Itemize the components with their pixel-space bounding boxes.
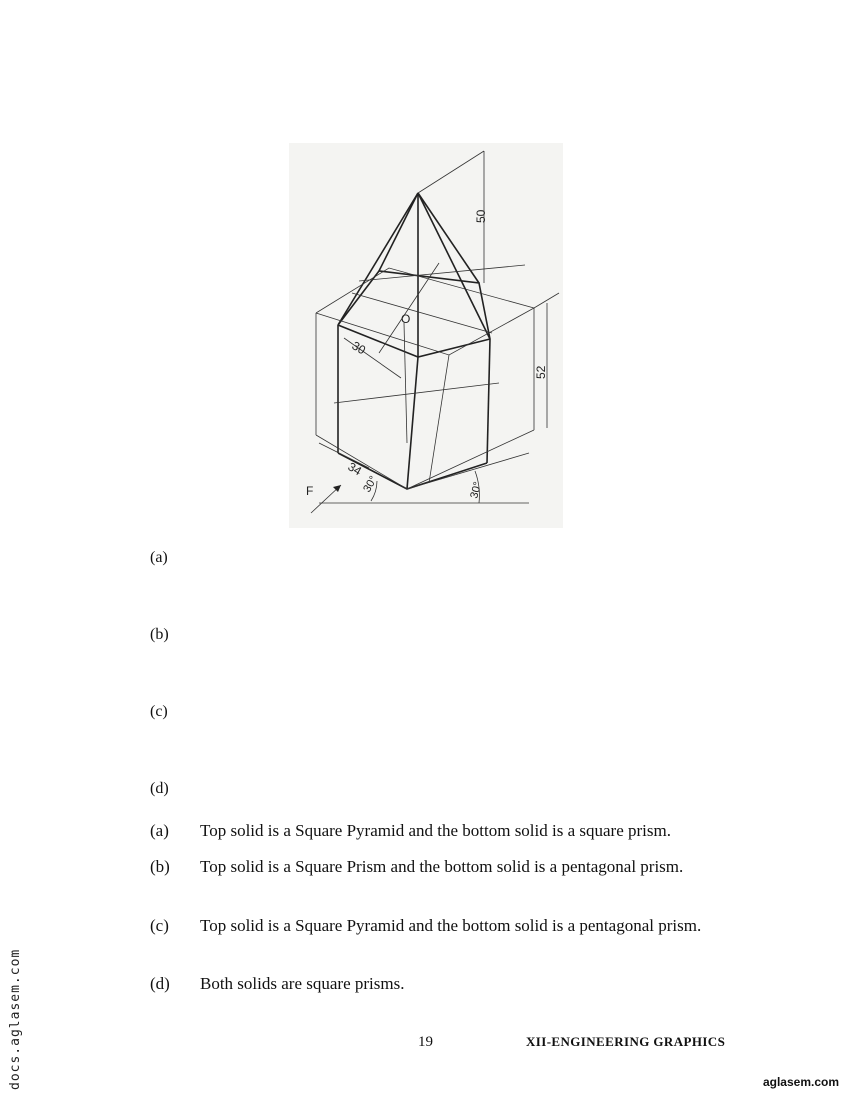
dim-30-label: 30: [349, 338, 369, 358]
construction-box-bottom: [316, 430, 534, 489]
brand-watermark: aglasem.com: [762, 1075, 839, 1089]
option-label: (b): [150, 857, 170, 876]
isometric-figure: [289, 143, 563, 528]
pyramid-edge: [418, 193, 479, 283]
pyramid-edge: [338, 193, 418, 325]
side-watermark: docs.aglasem.com: [8, 948, 23, 1090]
isometric-drawing: [289, 143, 563, 528]
pyramid-edge: [379, 193, 418, 271]
dimension-line: [534, 293, 559, 308]
dimension-line: [418, 151, 484, 193]
footer-title: XII-ENGINEERING GRAPHICS: [526, 1034, 726, 1049]
option-text: Both solids are square prisms.: [200, 974, 405, 993]
option-label: (a): [150, 821, 169, 840]
angle-right-label: 30°: [468, 480, 485, 500]
dim-52-label: 52: [534, 365, 548, 379]
prism-edge: [487, 339, 490, 463]
page-number: 19: [418, 1034, 433, 1050]
option-text: Top solid is a Square Pyramid and the bottom solid is a pentagonal prism.: [200, 916, 702, 935]
construction-line: [334, 383, 499, 403]
dim-50-label: 50: [474, 209, 488, 223]
blank-option-label-b: (b): [150, 626, 169, 643]
prism-edge: [407, 357, 418, 489]
front-marker-label: F: [306, 484, 314, 498]
option-label: (d): [150, 974, 170, 993]
blank-option-label-a: (a): [150, 549, 168, 566]
blank-option-label-c: (c): [150, 703, 168, 720]
angle-left-label: 30°: [361, 474, 380, 495]
blank-option-label-d: (d): [150, 780, 169, 797]
construction-line: [429, 355, 449, 483]
angle-line: [407, 453, 529, 489]
option-label: (c): [150, 916, 169, 935]
option-text: Top solid is a Square Pyramid and the bottom solid is a square prism.: [200, 821, 671, 840]
option-text: Top solid is a Square Prism and the bottom solid is a pentagonal prism.: [200, 857, 684, 876]
dim-34-label: 34: [345, 459, 365, 479]
center-marker-label: O: [401, 312, 411, 326]
